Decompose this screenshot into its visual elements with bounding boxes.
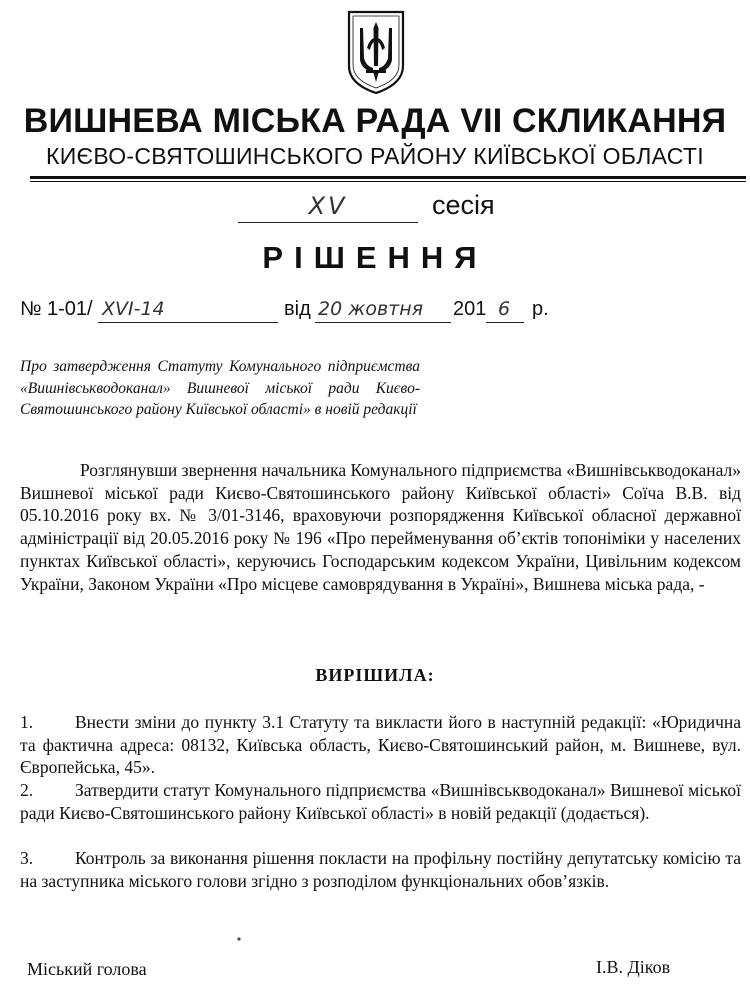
- council-subtitle: КИЄВО-СВЯТОШИНСЬКОГО РАЙОНУ КИЇВСЬКОЇ ОБЛАСТІ: [46, 143, 704, 169]
- session-number: XV: [238, 192, 418, 223]
- decision-number: XVI-14: [102, 298, 165, 320]
- decision-year-suffix: р.: [532, 298, 549, 320]
- decision-year-prefix: 201: [453, 298, 487, 320]
- decision-year-digit: 6: [498, 298, 511, 320]
- decision-date: 20 жовтня: [318, 298, 424, 320]
- decision-from-label: від: [284, 298, 311, 320]
- preamble-text: Розглянувши звернення начальника Комунального підприємства «Вишнівськводоканал» Вишневої міської ради Києво-Святошинського району Київської області» Соїча В.В. від 05.10.2016 року вх. № 3/01-3146, враховуючи розпорядження Київської обласної державної адміністрації від 20.05.2016 року № 196 «Про перейменування об’єктів топоніміки у населених пунктах Київської області», керуючись Господарським кодексом України, Цивільним кодексом України, Законом України «Про місцеве самоврядування в Україні», Вишнева міська рада, -: [20, 460, 742, 594]
- session-label: сесія: [432, 190, 495, 220]
- item-number: 3.: [20, 848, 34, 868]
- resolution-item: [20, 779, 741, 824]
- resolved-heading: ВИРІШИЛА:: [315, 665, 435, 685]
- council-title: ВИШНЕВА МІСЬКА РАДА VII СКЛИКАННЯ: [23, 102, 727, 140]
- preamble: [20, 459, 741, 595]
- decision-subject: Про затвердження Статуту Комунального підприємства «Вишнівськводоканал» Вишневої міської ради Києво-Святошинського району Київської області» в новій редакції: [20, 358, 420, 418]
- item-text: Контроль за виконання рішення покласти на профільну постійну депутатську комісію та на заступника міського голови згідно з розподілом функціональних обов’язків.: [20, 848, 741, 891]
- item-number: 1.: [20, 712, 34, 732]
- item-number: 2.: [20, 780, 34, 800]
- decision-number-prefix: № 1-01/: [20, 298, 93, 320]
- decision-number-line: [20, 298, 740, 328]
- signatory-name: І.В. Діков: [596, 957, 671, 977]
- signatory-title: Міський голова: [27, 959, 147, 979]
- ukraine-trident-icon: [345, 8, 407, 96]
- decision-title: РІШЕННЯ: [262, 240, 488, 275]
- resolution-item: [20, 847, 741, 892]
- header-rule-thin: [30, 181, 746, 182]
- resolution-item: [20, 711, 741, 779]
- item-text: Внести зміни до пункту 3.1 Статуту та викласти його в наступній редакції: «Юридична та фактична адреса: 08132, Київська область, Києво-Святошинський район, м. Вишневе, вул. Європейська, 45».: [20, 712, 741, 778]
- header-rule-thick: [30, 176, 746, 179]
- item-text: Затвердити статут Комунального підприємства «Вишнівськводоканал» Вишневої міської ради Києво-Святошинського району Київської області» в новій редакції (додається).: [20, 780, 741, 823]
- ink-mark-icon: [236, 936, 242, 942]
